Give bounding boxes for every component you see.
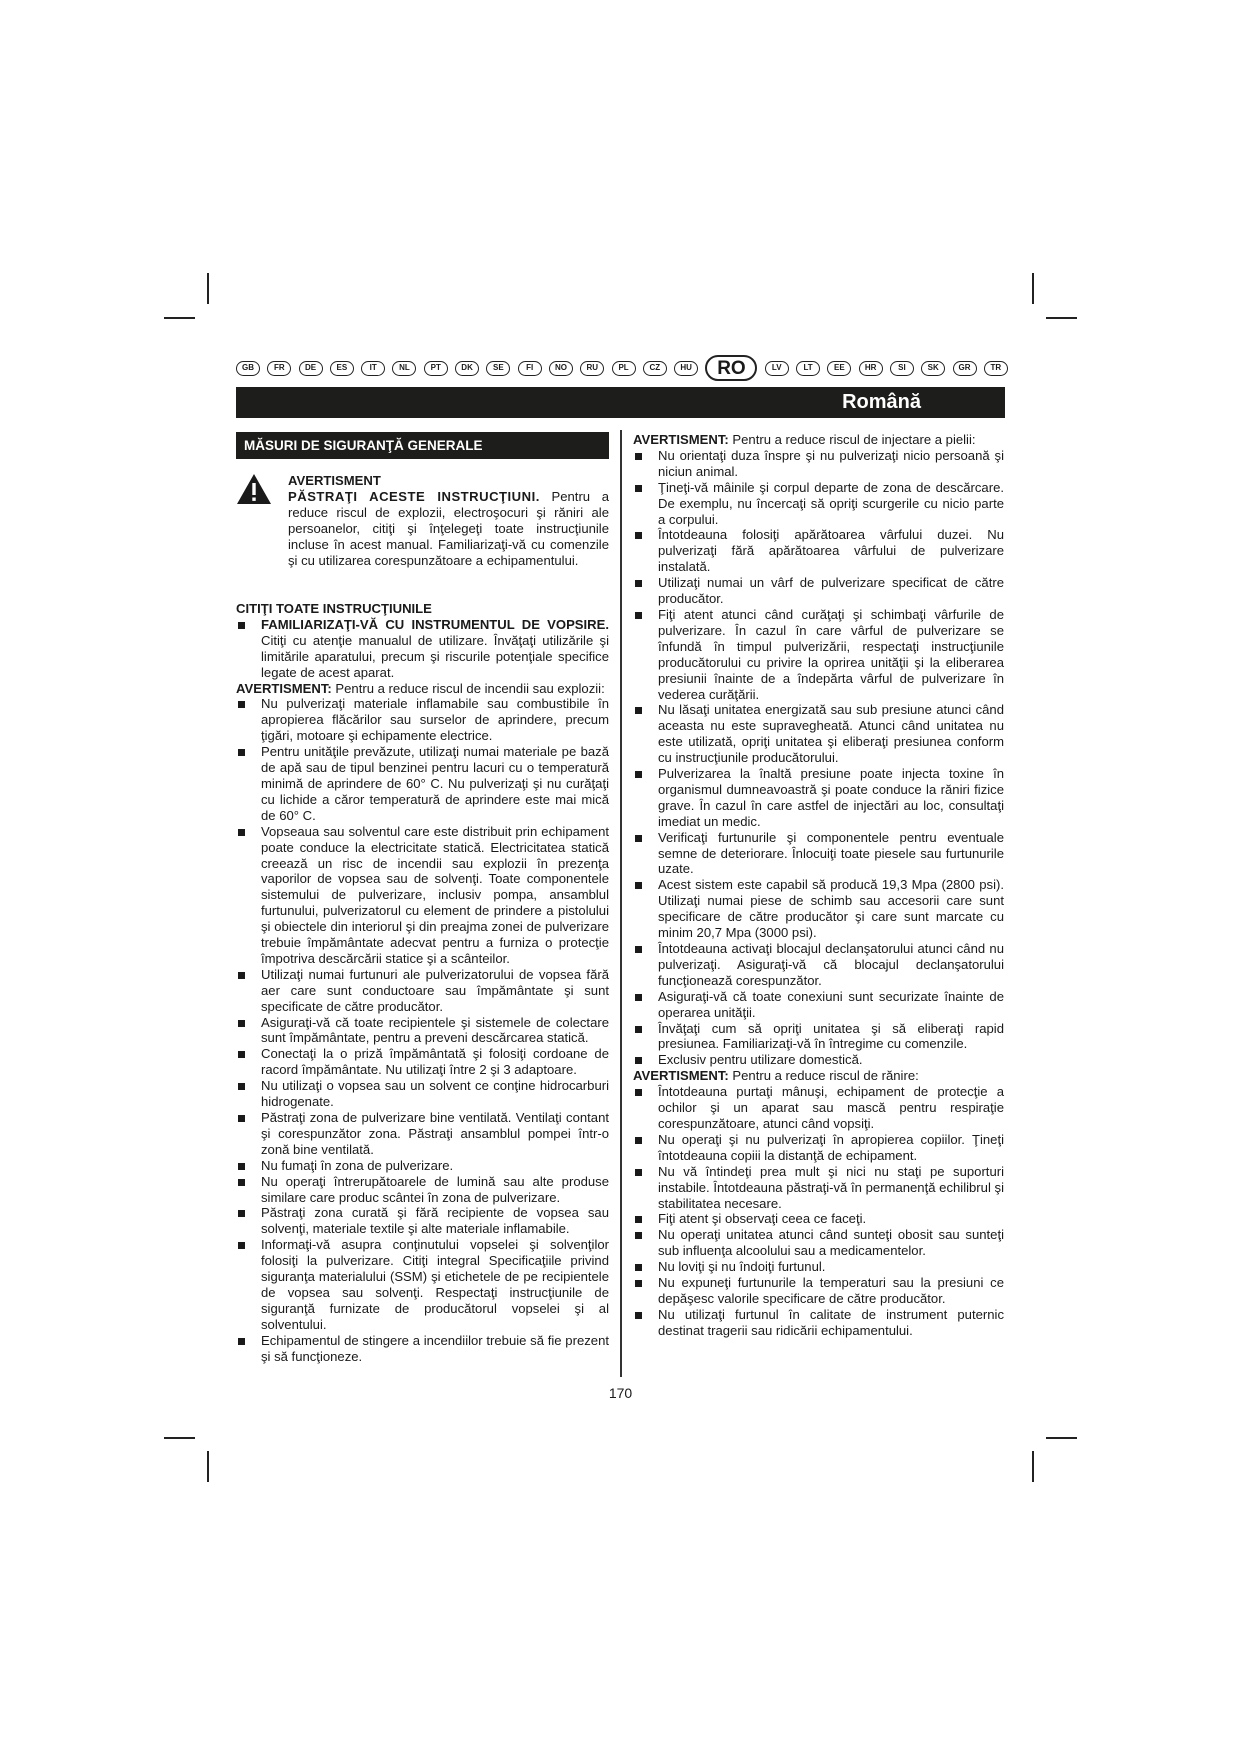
list-item (633, 1164, 1004, 1212)
crop-mark (1046, 1437, 1077, 1439)
language-code-de: DE (299, 361, 323, 376)
language-code-cz: CZ (643, 361, 667, 376)
bullet-icon (238, 1210, 245, 1217)
list-item (633, 766, 1004, 830)
list-item (236, 1333, 609, 1365)
inject-text: Pentru a reduce riscul de injectare a pielii: (728, 432, 976, 447)
right-column (633, 432, 1004, 1339)
language-code-pt: PT (424, 361, 448, 376)
list-item-text: Întotdeauna purtaţi mânuşi, echipament de protecţie a ochilor şi un aparat sau mască pentru respiraţie corespunzătoare, atunci când vopsiţi. (658, 1084, 1004, 1131)
list-item-text: Utilizaţi numai furtunuri ale pulverizatorului de vopsea fără aer care sunt conductoare sau împământate şi sunt specificate de către producător. (261, 966, 609, 1014)
language-code-tr: TR (984, 361, 1008, 376)
language-code-nl: NL (392, 361, 416, 376)
warning-paragraph (288, 489, 609, 569)
list-item (633, 1021, 1004, 1053)
list-item-text: Pentru unităţile prevăzute, utilizaţi numai materiale pe bază de apă sau de tipul benzinei pentru lacuri cu o temperatură minimă de aprindere de 60° C. Nu pulverizaţi şi nu curăţaţi cu lichide a căror temperatură de aprindere este mai mică de 60° C. (261, 744, 609, 823)
list-item (633, 877, 1004, 941)
bullet-icon (238, 1051, 245, 1058)
list-item (633, 1052, 1004, 1068)
bullet-icon (635, 1089, 642, 1096)
inject-warning-lead (633, 432, 1004, 448)
list-item-text: Verificaţi furtunurile şi componentele pentru eventuale semne de deteriorare. Înlocuiţi toate piesele sau furtunurile uzate. (658, 829, 1004, 877)
list-item-text: Nu expuneţi furtunurile la temperaturi sau la presiuni ce depăşesc valorile specificare de către producător. (658, 1275, 1004, 1306)
bullet-icon (635, 612, 642, 619)
bullet-icon (238, 749, 245, 756)
inject-list (633, 448, 1004, 1068)
fire-warning-lead (236, 681, 609, 697)
list-item (633, 1275, 1004, 1307)
list-item-text: Nu orientaţi duza înspre şi nu pulverizaţi nicio persoană şi niciun animal. (658, 447, 1004, 479)
warning-block (236, 473, 609, 585)
bullet-icon (238, 1020, 245, 1027)
language-code-ro: RO (705, 355, 757, 381)
familiar-bold: FAMILIARIZAŢI-VĂ CU INSTRUMENTUL DE VOPSIRE. (261, 616, 609, 632)
list-item (633, 1132, 1004, 1164)
language-code-es: ES (330, 361, 354, 376)
bullet-icon (635, 485, 642, 492)
list-item (633, 1084, 1004, 1132)
bullet-icon (238, 1179, 245, 1186)
section-title: MĂSURI DE SIGURANŢĂ GENERALE (236, 432, 609, 459)
list-item (236, 696, 609, 744)
list-item (633, 1259, 1004, 1275)
language-code-pl: PL (612, 361, 636, 376)
bullet-icon (635, 1057, 642, 1064)
list-item (633, 527, 1004, 575)
list-item-text: Fiţi atent şi observaţi ceea ce faceţi. (658, 1211, 867, 1227)
bullet-icon (238, 701, 245, 708)
crop-mark (164, 317, 195, 319)
language-code-lv: LV (765, 361, 789, 376)
bullet-icon (635, 1026, 642, 1033)
bullet-icon (635, 1280, 642, 1287)
bullet-icon (635, 771, 642, 778)
list-item-text: Învăţaţi cum să opriţi unitatea şi să eliberaţi rapid presiunea. Familiarizaţi-vă în întregime cu comenzile. (658, 1020, 1004, 1052)
list-item-text: Pulverizarea la înaltă presiune poate injecta toxine în organismul dumneavoastră şi poate conduce la răniri fizice grave. În cazul în care astfel de injectări au loc, consultaţi imediat un medic. (658, 766, 1004, 829)
bullet-icon (635, 453, 642, 460)
bullet-icon (238, 829, 245, 836)
list-item-text: Păstraţi zona curată şi fără recipiente de vopsea sau solvenţi, materiale textile şi alte materiale inflamabile. (261, 1205, 609, 1237)
warning-title: AVERTISMENT (288, 473, 381, 488)
list-item (236, 1205, 609, 1237)
crop-mark (1032, 273, 1034, 304)
list-item-text: Nu lăsaţi unitatea energizată sau sub presiune atunci când aceasta nu este supravegheată. Atunci când unitatea nu este utilizată, opriţi unitatea şi eliberaţi presiunea conform cu instrucţiunile producătorului. (658, 702, 1004, 766)
bullet-icon (635, 580, 642, 587)
list-item-text: Exclusiv pentru utilizare domestică. (658, 1052, 863, 1068)
list-item-text: Nu operaţi şi nu pulverizaţi în apropierea copiilor. Ţineţi întotdeauna copiii la distanţă de echipament. (658, 1131, 1004, 1163)
list-item-text: Întotdeauna folosiţi apărătoarea vârfului duzei. Nu pulverizaţi fără apărătoarea vârfului de pulverizare instalată. (658, 527, 1004, 575)
list-item (633, 575, 1004, 607)
list-item (236, 1110, 609, 1158)
list-item (236, 967, 609, 1015)
language-code-hu: HU (674, 361, 698, 376)
list-item (633, 941, 1004, 989)
language-code-no: NO (549, 361, 573, 376)
familiar-text: Citiţi cu atenţie manualul de utilizare. Învăţaţi utilizările şi limitările aparatului, precum şi riscurile potenţiale specifice legate de acest aparat. (261, 632, 609, 680)
warning-lead: PĂSTRAŢI ACESTE INSTRUCŢIUNI. (288, 488, 540, 504)
list-item-text: Ţineţi-vă mâinile şi corpul departe de zona de descărcare. De exemplu, nu încercaţi să opriţi scurgerile cu nicio parte a corpului. (658, 479, 1004, 527)
warning-body: Pentru a reduce riscul de explozii, electroşocuri şi răniri ale persoanelor, citiţi şi înţelegeţi toate instrucţiunile incluse în acest manual. Familiarizaţi-vă cu comenzile şi cu utilizarea corespunzătoare a echipamentului. (288, 488, 609, 568)
bullet-icon (238, 1083, 245, 1090)
bullet-icon (635, 1232, 642, 1239)
language-code-fi: FI (518, 361, 542, 376)
language-code-se: SE (486, 361, 510, 376)
fire-list (236, 696, 609, 1364)
language-banner: Română (236, 387, 1005, 418)
fire-text: Pentru a reduce riscul de incendii sau explozii: (331, 680, 605, 696)
list-item-text: Utilizaţi numai un vârf de pulverizare specificat de către producător. (658, 575, 1004, 607)
bullet-icon (635, 1137, 642, 1144)
language-code-lt: LT (796, 361, 820, 376)
list-item-text: Echipamentul de stingere a incendiilor trebuie să fie prezent şi să funcţioneze. (261, 1332, 609, 1364)
list-item-text: Asiguraţi-vă că toate recipientele şi sistemele de colectare sunt împământate, pentru a preveni descărcarea statică. (261, 1014, 609, 1046)
list-item-text: Nu utilizaţi o vopsea sau un solvent ce conţine hidrocarburi hidrogenate. (261, 1078, 609, 1110)
language-selector (236, 355, 1008, 381)
list-item-text: Asiguraţi-vă că toate conexiuni sunt securizate înainte de operarea unităţii. (658, 988, 1004, 1020)
crop-mark (164, 1437, 195, 1439)
list-item (633, 1227, 1004, 1259)
bullet-icon (238, 1163, 245, 1170)
bullet-icon (635, 1169, 642, 1176)
bullet-icon (635, 532, 642, 539)
list-item-text: Nu utilizaţi furtunul în calitate de instrument puternic destinat tragerii sau ridicării echipamentului. (658, 1306, 1004, 1338)
list-item (633, 989, 1004, 1021)
list-item (236, 617, 609, 681)
list-item-text: Nu operaţi unitatea atunci când sunteţi obosit sau sunteţi sub influenţa alcoolului sau a medicamentelor. (658, 1227, 1004, 1259)
page-number: 170 (608, 1385, 633, 1401)
left-column (236, 432, 609, 1365)
language-code-si: SI (890, 361, 914, 376)
list-item-text: Conectaţi la o priză împământată şi folosiţi cordoane de racord împământate. Nu utilizaţi între 2 şi 3 adaptoare. (261, 1046, 609, 1078)
language-code-hr: HR (859, 361, 883, 376)
list-item-text: Nu fumaţi în zona de pulverizare. (261, 1157, 454, 1173)
list-item-text: Nu vă întindeţi prea mult şi nici nu staţi pe suporturi instabile. Întotdeauna păstraţi-vă în permanenţă echilibrul şi stabilitatea necesare. (658, 1163, 1004, 1211)
bullet-icon (238, 1338, 245, 1345)
list-item (236, 744, 609, 824)
list-item-text: Nu pulverizaţi materiale inflamabile sau combustibile în apropierea flăcărilor sau surselor de aprindere, precum ţigări, motoare şi echipamente electrice. (261, 696, 609, 744)
list-item-text: Vopseaua sau solventul care este distribuit prin echipament poate conduce la electricitate statică. Electricitatea statică creează un risc de incendii sau explozii în prezenţa vaporilor de vopsea sau de solvenţi. Toate componentele sistemului de pulverizare, inclusiv pompa, ansamblul furtunului, pulverizatorul cu element de prindere a pistolului şi obiectele din interiorul şi din preajma zonei de pulverizare trebuie împământate adecvat pentru a furniza o protecţie împotriva descărcării statice şi a scânteilor. (261, 823, 609, 966)
list-item-text: Nu operaţi întrerupătoarele de lumină sau alte produse similare care produc scântei în zona de pulverizare. (261, 1173, 609, 1205)
bullet-icon (238, 622, 245, 629)
crop-mark (1046, 317, 1077, 319)
bullet-icon (238, 972, 245, 979)
language-code-ru: RU (580, 361, 604, 376)
list-item (633, 1307, 1004, 1339)
crop-mark (207, 273, 209, 304)
inject-label: AVERTISMENT: (633, 432, 729, 447)
bullet-icon (635, 1264, 642, 1271)
warning-triangle-icon (236, 473, 272, 505)
bullet-icon (635, 1312, 642, 1319)
injury-warning-lead (633, 1068, 1004, 1084)
list-item (236, 1078, 609, 1110)
bullet-icon (635, 994, 642, 1001)
language-code-gr: GR (953, 361, 977, 376)
language-code-fr: FR (267, 361, 291, 376)
familiar-list (236, 617, 609, 681)
list-item (633, 480, 1004, 528)
list-item (633, 607, 1004, 702)
bullet-icon (635, 1216, 642, 1223)
list-item-text: Păstraţi zona de pulverizare bine ventilată. Ventilaţi contant şi corespunzător zona. Păstraţi ansamblul pompei într-o zonă bine ventilată. (261, 1110, 609, 1157)
column-divider (620, 430, 622, 1377)
language-code-it: IT (361, 361, 385, 376)
injury-text: Pentru a reduce riscul de rănire: (728, 1068, 919, 1084)
language-code-ee: EE (827, 361, 851, 376)
list-item (633, 1211, 1004, 1227)
bullet-icon (238, 1115, 245, 1122)
list-item (236, 1046, 609, 1078)
list-item-text: Informaţi-vă asupra conţinutului vopselei şi solvenţilor folosiţi la pulverizare. Citiţi integral Specificaţiile privind siguranţa materialului (SSM) şi etichetele de pe recipientele de vopsea sau solvenţi. Respectaţi instrucţiunile de siguranţă furnizate de producătorul vopselei şi al solventului. (261, 1237, 609, 1332)
bullet-icon (635, 946, 642, 953)
list-item (633, 830, 1004, 878)
warning-text (288, 473, 609, 568)
read-instructions-heading: CITIŢI TOATE INSTRUCŢIUNILE (236, 601, 432, 616)
bullet-icon (635, 882, 642, 889)
list-item (236, 1015, 609, 1047)
bullet-icon (635, 707, 642, 714)
injury-label: AVERTISMENT: (633, 1068, 729, 1084)
list-item (236, 824, 609, 967)
crop-mark (207, 1451, 209, 1482)
list-item (236, 1237, 609, 1332)
list-item-text: Nu loviţi şi nu îndoiţi furtunul. (658, 1259, 826, 1275)
injury-list (633, 1084, 1004, 1339)
bullet-icon (635, 835, 642, 842)
language-code-gb: GB (236, 361, 260, 376)
list-item (236, 1174, 609, 1206)
list-item-text: Fiţi atent atunci când curăţaţi şi schimbaţi vârfurile de pulverizare. În cazul în care vârful de pulverizare se înfundă în timpul pulverizării, respectaţi instrucţiunile producătorului cu privire la oprirea unităţii şi la eliberarea presiunii înainte de a îndepărta vârful de pulverizare în vederea curăţării. (658, 606, 1004, 702)
language-code-sk: SK (921, 361, 945, 376)
list-item (236, 1158, 609, 1174)
list-item (633, 448, 1004, 480)
bullet-icon (238, 1242, 245, 1249)
list-item-text: Întotdeauna activaţi blocajul declanşatorului atunci când nu pulverizaţi. Asiguraţi-vă că blocajul declanşatorului funcţionează corespunzător. (658, 941, 1004, 988)
crop-mark (1032, 1451, 1034, 1482)
list-item-text: Acest sistem este capabil să producă 19,3 Mpa (2800 psi). Utilizaţi numai piese de schimb sau accesorii care sunt specificare de către producător şi care sunt marcate cu minim 20,7 Mpa (3000 psi). (658, 877, 1004, 941)
list-item (633, 702, 1004, 766)
language-code-dk: DK (455, 361, 479, 376)
fire-label: AVERTISMENT: (236, 680, 332, 696)
